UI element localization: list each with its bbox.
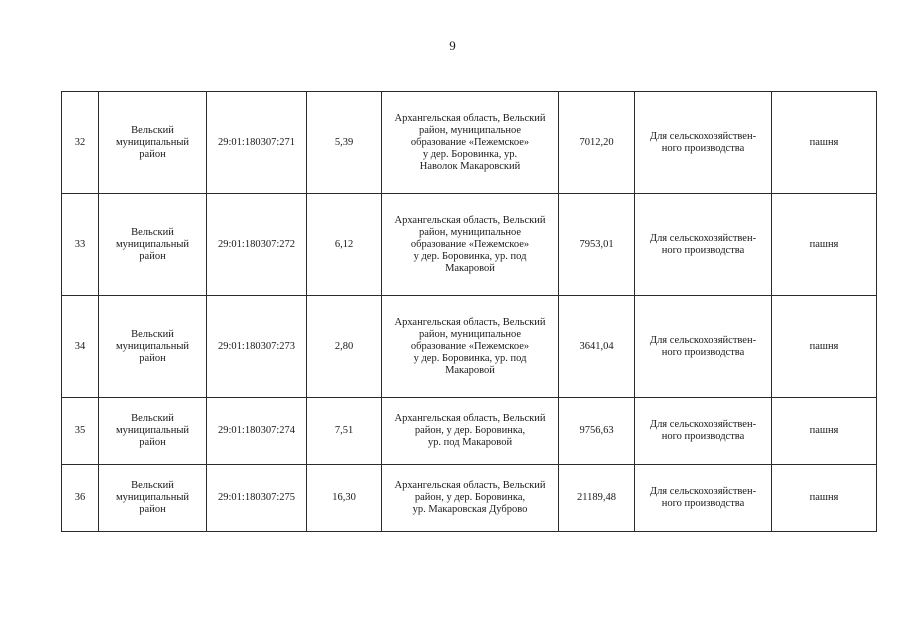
district-line: Вельский — [131, 480, 174, 491]
purpose-cell — [635, 398, 772, 465]
purpose-line: Для сельскохозяйствен- — [649, 130, 757, 142]
address-line: Архангельская область, Вельский — [394, 316, 546, 328]
area-cell: 6,12 — [307, 194, 382, 296]
address-line: Архангельская область, Вельский — [394, 480, 546, 491]
address-line: Макаровой — [445, 262, 495, 274]
cadastral-number-cell: 29:01:180307:273 — [207, 296, 307, 398]
cadastral-number-cell: 29:01:180307:274 — [207, 398, 307, 465]
row-number-cell: 34 — [62, 296, 99, 398]
land-plots-table — [61, 91, 877, 532]
cadastral-number-cell: 29:01:180307:272 — [207, 194, 307, 296]
purpose-cell — [635, 194, 772, 296]
district-line: район — [139, 437, 166, 448]
row-number-cell: 36 — [62, 465, 99, 532]
district-line: район — [139, 148, 166, 160]
address-line: Архангельская область, Вельский — [394, 214, 546, 226]
district-cell — [99, 465, 207, 532]
purpose-line: ного производства — [661, 431, 745, 442]
address-line: Архангельская область, Вельский — [394, 413, 546, 424]
district-line: муниципальный — [115, 136, 190, 148]
table-body — [62, 92, 877, 532]
district-cell — [99, 398, 207, 465]
purpose-cell — [635, 465, 772, 532]
address-line: образование «Пежемское» — [410, 340, 530, 352]
cadastral-number-cell: 29:01:180307:275 — [207, 465, 307, 532]
purpose-line: ного производства — [661, 498, 745, 509]
address-line: район, муниципальное — [418, 328, 522, 340]
address-line: Наволок Макаровский — [419, 160, 521, 172]
district-line: Вельский — [131, 328, 174, 340]
district-line: район — [139, 504, 166, 515]
value-cell: 7012,20 — [559, 92, 635, 194]
area-cell: 16,30 — [307, 465, 382, 532]
row-number-cell: 32 — [62, 92, 99, 194]
district-line: Вельский — [131, 413, 174, 424]
row-number-cell: 35 — [62, 398, 99, 465]
address-cell — [382, 398, 559, 465]
land-type-cell: пашня — [772, 398, 877, 465]
address-cell — [382, 465, 559, 532]
address-line: ур. под Макаровой — [427, 437, 513, 448]
address-line: у дер. Боровинка, ур. под — [413, 250, 527, 262]
address-line: у дер. Боровинка, ур. — [422, 148, 518, 160]
purpose-line: Для сельскохозяйствен- — [649, 419, 757, 430]
purpose-line: Для сельскохозяйствен- — [649, 232, 757, 244]
value-cell: 21189,48 — [559, 465, 635, 532]
address-line: у дер. Боровинка, ур. под — [413, 352, 527, 364]
table-row — [62, 194, 877, 296]
purpose-line: Для сельскохозяйствен- — [649, 334, 757, 346]
purpose-line: ного производства — [661, 142, 745, 154]
district-line: муниципальный — [115, 492, 190, 503]
land-type-cell: пашня — [772, 465, 877, 532]
table-row — [62, 296, 877, 398]
address-line: район, у дер. Боровинка, — [414, 492, 526, 503]
row-number-cell: 33 — [62, 194, 99, 296]
purpose-cell — [635, 92, 772, 194]
address-line: Архангельская область, Вельский — [394, 112, 546, 124]
cadastral-number-cell: 29:01:180307:271 — [207, 92, 307, 194]
value-cell: 3641,04 — [559, 296, 635, 398]
district-line: Вельский — [131, 226, 174, 238]
address-line: район, муниципальное — [418, 124, 522, 136]
district-cell — [99, 92, 207, 194]
district-line: муниципальный — [115, 340, 190, 352]
area-cell: 7,51 — [307, 398, 382, 465]
district-cell — [99, 194, 207, 296]
address-line: ур. Макаровская Дуброво — [412, 504, 528, 515]
page-number: 9 — [449, 38, 456, 53]
district-line: Вельский — [131, 124, 174, 136]
address-cell — [382, 194, 559, 296]
land-type-cell: пашня — [772, 92, 877, 194]
purpose-cell — [635, 296, 772, 398]
table-row — [62, 465, 877, 532]
district-line: муниципальный — [115, 238, 190, 250]
purpose-line: ного производства — [661, 244, 745, 256]
value-cell: 9756,63 — [559, 398, 635, 465]
address-line: район, у дер. Боровинка, — [414, 425, 526, 436]
area-cell: 5,39 — [307, 92, 382, 194]
land-type-cell: пашня — [772, 296, 877, 398]
district-line: район — [139, 250, 166, 262]
land-type-cell: пашня — [772, 194, 877, 296]
address-cell — [382, 296, 559, 398]
address-line: образование «Пежемское» — [410, 238, 530, 250]
table-row — [62, 92, 877, 194]
address-line: образование «Пежемское» — [410, 136, 530, 148]
address-cell — [382, 92, 559, 194]
area-cell: 2,80 — [307, 296, 382, 398]
purpose-line: Для сельскохозяйствен- — [649, 486, 757, 497]
address-line: район, муниципальное — [418, 226, 522, 238]
value-cell: 7953,01 — [559, 194, 635, 296]
table-row — [62, 398, 877, 465]
district-cell — [99, 296, 207, 398]
purpose-line: ного производства — [661, 346, 745, 358]
district-line: муниципальный — [115, 425, 190, 436]
address-line: Макаровой — [445, 364, 495, 376]
district-line: район — [139, 352, 166, 364]
